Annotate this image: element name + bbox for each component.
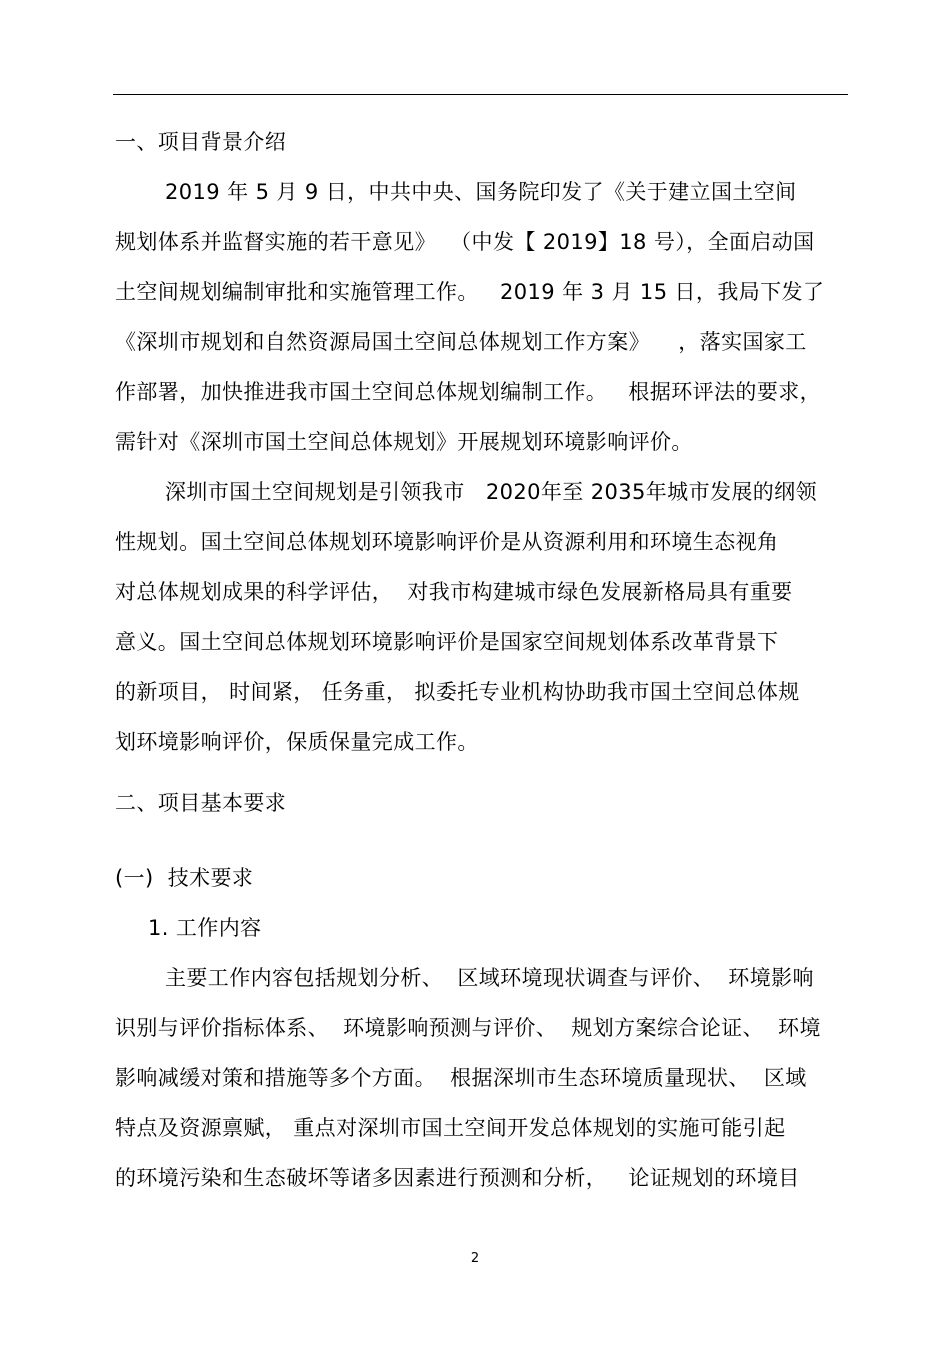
paragraph-line: 需针对《深圳市国土空间总体规划》开展规划环境影响评价。: [115, 430, 693, 454]
paragraph-line: 特点及资源禀赋， 重点对深圳市国土空间开发总体规划的实施可能引起: [115, 1116, 786, 1140]
paragraph-line: 性规划。国土空间总体规划环境影响评价是从资源利用和环境生态视角: [115, 530, 779, 554]
header-rule: [113, 94, 848, 95]
paragraph-line: 影响减缓对策和措施等多个方面。 根据深圳市生态环境质量现状、 区域: [115, 1066, 807, 1090]
paragraph-line: 规划体系并监督实施的若干意见》 （中发【 2019】18 号），全面启动国: [115, 230, 815, 254]
section-heading-1: 一、项目背景介绍: [115, 130, 287, 154]
item-heading: 1. 工作内容: [148, 916, 262, 940]
paragraph-line: 《深圳市规划和自然资源局国土空间总体规划工作方案》 ，落实国家工: [115, 330, 807, 354]
paragraph-line: 划环境影响评价，保质保量完成工作。: [115, 730, 479, 754]
paragraph-line: 意义。国土空间总体规划环境影响评价是国家空间规划体系改革背景下: [115, 630, 779, 654]
paragraph-line: 的新项目， 时间紧， 任务重， 拟委托专业机构协助我市国土空间总体规: [115, 680, 800, 704]
paragraph-line: 深圳市国土空间规划是引领我市 2020年至 2035年城市发展的纲领: [165, 480, 817, 504]
subsection-heading: (一) 技术要求: [115, 866, 254, 890]
paragraph-line: 土空间规划编制审批和实施管理工作。 2019 年 3 月 15 日，我局下发了: [115, 280, 825, 304]
page-number: 2: [470, 1251, 480, 1266]
paragraph-line: 对总体规划成果的科学评估， 对我市构建城市绿色发展新格局具有重要: [115, 580, 793, 604]
paragraph-line: 主要工作内容包括规划分析、 区域环境现状调查与评价、 环境影响: [165, 966, 814, 990]
paragraph-line: 作部署，加快推进我市国土空间总体规划编制工作。 根据环评法的要求，: [115, 380, 822, 404]
section-heading-2: 二、项目基本要求: [115, 791, 287, 815]
paragraph-line: 的环境污染和生态破坏等诸多因素进行预测和分析， 论证规划的环境目: [115, 1166, 800, 1190]
paragraph-line: 2019 年 5 月 9 日，中共中央、国务院印发了《关于建立国土空间: [165, 180, 797, 204]
paragraph-line: 识别与评价指标体系、 环境影响预测与评价、 规划方案综合论证、 环境: [115, 1016, 821, 1040]
